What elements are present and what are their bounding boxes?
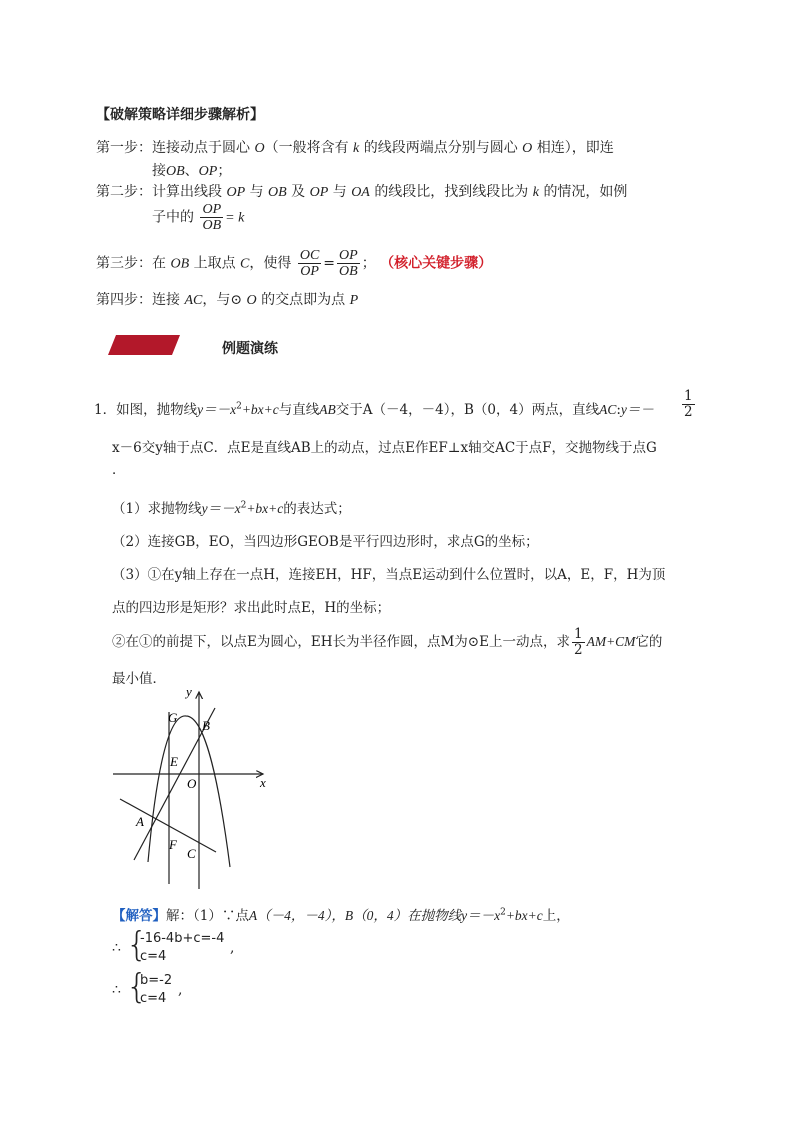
step-2-line-2: 子中的 $\frac{OP}{OB}$ = k xyxy=(152,202,245,233)
fraction-oc-op: $\frac{OC}{OP}$ xyxy=(299,248,320,279)
parabola-curve xyxy=(148,716,230,867)
problem-fraction-half: $\frac{1}{2}$ xyxy=(684,388,693,420)
label-a: A xyxy=(136,814,144,829)
question-2: （2）连接GB，EO，当四边形GEOB是平行四边形时，求点G的坐标； xyxy=(112,534,539,550)
question-3-line-2: 点的四边形是矩形？求出此时点E，H的坐标； xyxy=(112,600,391,616)
label-x: x xyxy=(260,775,266,790)
question-4-line-1: ②在①的前提下，以点E为圆心，EH长为半径作圆，点M为⊙E上一动点，求 $\frac{1}{2}$ AM+CM它的 xyxy=(112,626,663,658)
fraction-op-ob: $\frac{OP}{OB}$ xyxy=(202,202,222,233)
problem-line-1: 1．如图，抛物线$y=-x^2+bx+c$与直线AB交于A（－4，－4），B（0，4）两点，直线AC:y＝－ xyxy=(94,401,654,418)
key-step-note: （核心关键步骤） xyxy=(380,255,493,272)
figure-parabola xyxy=(108,684,273,894)
question-3-line-1: （3）①在y轴上存在一点H，连接EH，HF，当点E运动到什么位置时，以A，E，F，H为顶 xyxy=(112,567,666,583)
label-f: F xyxy=(169,837,177,852)
label-g: G xyxy=(168,710,178,725)
answer-line-1: 【解答】解：（1）∵点A（－4，－4），B（0，4）在抛物线$y=-x^2+bx+c$上， xyxy=(112,907,570,924)
answer-tag: 【解答】 xyxy=(112,908,166,924)
step-2-line-1: 第二步：计算出线段 OP 与 OB 及 OP 与 OA 的线段比，找到线段比为 k 的情况，如例 xyxy=(96,184,628,200)
label-e: E xyxy=(170,754,178,769)
step-4: 第四步：连接 AC，与⊙ O 的交点即为点 P xyxy=(96,292,359,308)
section-banner-shape xyxy=(108,335,180,355)
section-header: 【破解策略详细步骤解析】 xyxy=(96,107,264,123)
section-title: 例题演练 xyxy=(222,341,278,357)
question-4-line-2: 最小值． xyxy=(112,671,166,687)
step-1-line-2: 接OB、OP； xyxy=(152,163,232,179)
label-b: B xyxy=(202,718,210,733)
step-3: 第三步：在 OB 上取点 C，使得 $\frac{OC}{OP}$ = $\frac{OP}{OB}$ ； （核心关键步骤） xyxy=(96,248,493,279)
line-ac xyxy=(120,799,216,852)
label-o: O xyxy=(187,776,197,791)
fraction-op-ob-2: $\frac{OP}{OB}$ xyxy=(339,248,358,279)
label-c: C xyxy=(187,846,196,861)
question-1: （1）求抛物线$y=-x^2+bx+c$的表达式； xyxy=(112,500,351,517)
problem-line-2: x－6交y轴于点C．点E是直线AB上的动点，过点E作EF⊥x轴交AC于点F，交抛物线于点G xyxy=(112,440,657,456)
step-1-line-1: 第一步：连接动点于圆心 O（一般将含有 k 的线段两端点分别与圆心 O 相连），即连 xyxy=(96,140,614,156)
label-y: y xyxy=(186,684,192,699)
problem-line-3: ． xyxy=(112,462,126,478)
